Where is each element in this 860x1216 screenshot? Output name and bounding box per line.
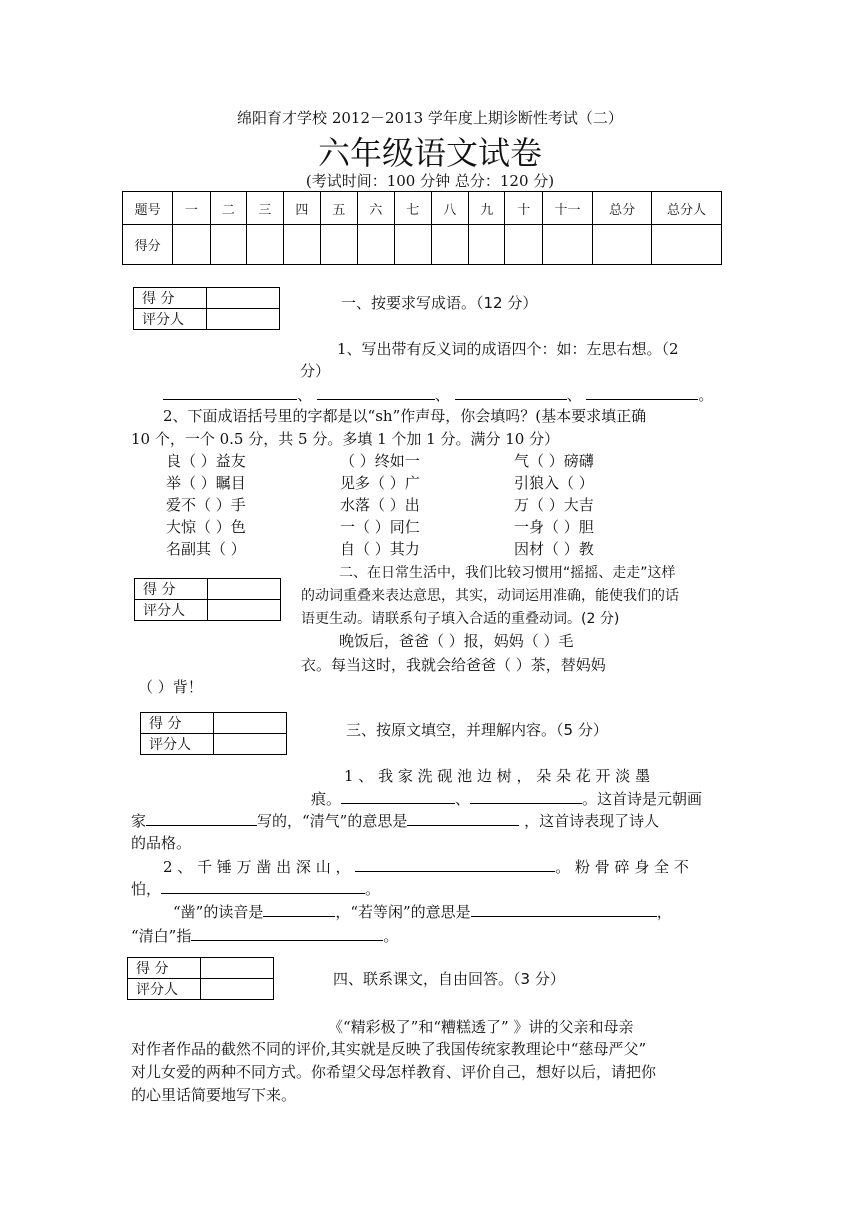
section3-q1-line4: 的品格。	[131, 834, 192, 852]
section3-title: 三、按原文填空，并理解内容。（5 分）	[346, 721, 608, 739]
score-cell[interactable]	[247, 225, 283, 265]
section2-score-box	[134, 578, 281, 621]
mini-grader-label: 评分人	[134, 309, 207, 330]
section1-title: 一、按要求写成语。（12 分）	[341, 294, 538, 312]
score-header-cell: 八	[431, 192, 468, 225]
section3-q1-line2: 痕。 、 。这首诗是元朝画	[311, 790, 703, 808]
section3-q1-line3: 家 写的，“清气”的意思是 ，这首诗表现了诗人	[131, 812, 660, 830]
score-cell[interactable]	[505, 225, 542, 265]
mini-grader-label: 评分人	[135, 600, 208, 621]
answer-blank[interactable]	[471, 902, 657, 917]
answer-blank[interactable]	[341, 789, 455, 804]
score-cell[interactable]	[469, 225, 505, 265]
section3-q2-line2: 怕， 。	[131, 880, 381, 898]
score-cell[interactable]	[210, 225, 246, 265]
section2-title-line1: 二、在日常生活中，我们比较习惯用“摇摇、走走”这样	[339, 565, 676, 581]
idiom-item: 因材（ ）教	[514, 540, 594, 558]
section3-q2-line1: 2 、 千 锤 万 凿 出 深 山 ， 。 粉 骨 碎 身 全 不	[163, 858, 689, 876]
section2-title-line3: 语更生动。请联系句子填入合适的重叠动词。(2 分)	[301, 611, 620, 627]
score-cell[interactable]	[395, 225, 431, 265]
section4-score-box	[127, 957, 274, 1000]
mini-grader-input[interactable]	[207, 309, 280, 330]
score-header-cell: 三	[247, 192, 283, 225]
section4-para-line3: 对儿女爱的两种不同方式。你希望父母怎样教育、评价自己，想好以后，请把你	[131, 1063, 657, 1081]
score-header-cell: 十一	[542, 192, 592, 225]
score-header-cell: 六	[357, 192, 394, 225]
mini-grader-input[interactable]	[208, 600, 281, 621]
school-line: 绵阳育才学校 2012－2013 学年度上期诊断性考试（二）	[237, 109, 623, 127]
answer-blank[interactable]	[355, 857, 555, 872]
score-cell[interactable]	[357, 225, 394, 265]
score-cell[interactable]	[321, 225, 357, 265]
answer-blank[interactable]	[317, 385, 435, 400]
section2-title-line2: 的动词重叠来表达意思，其实，动词运用准确，能使我们的话	[301, 588, 679, 604]
idiom-item: 气（ ）磅礴	[514, 452, 594, 470]
answer-blank[interactable]	[586, 385, 698, 400]
answer-blank[interactable]	[146, 811, 257, 826]
answer-blank[interactable]	[407, 811, 519, 826]
idiom-item: 见多（ ）广	[340, 474, 420, 492]
idiom-item: 大惊（ ）色	[166, 518, 246, 536]
answer-blank[interactable]	[161, 879, 365, 894]
section3-score-box	[140, 712, 287, 755]
answer-blank[interactable]	[191, 926, 383, 941]
section4-para-line1: 《“精彩极了”和“糟糕透了” 》讲的父亲和母亲	[328, 1018, 634, 1036]
section2-sentence-line3: （ ）背！	[138, 678, 203, 696]
idiom-item: 良（ ）益友	[166, 452, 246, 470]
idiom-item: 举（ ）瞩目	[166, 474, 246, 492]
answer-blank[interactable]	[455, 385, 567, 400]
score-cell[interactable]	[173, 225, 210, 265]
mini-score-input[interactable]	[207, 288, 280, 309]
mini-score-input[interactable]	[214, 713, 287, 734]
mini-score-label: 得 分	[128, 958, 201, 979]
score-header-cell: 二	[210, 192, 246, 225]
mini-score-label: 得 分	[141, 713, 214, 734]
mini-grader-label: 评分人	[141, 734, 214, 755]
page-title: 六年级语文试卷	[317, 134, 542, 172]
exam-info: (考试时间：100 分钟 总分：120 分)	[305, 172, 555, 190]
section4-title: 四、联系课文，自由回答。（3 分）	[333, 970, 565, 988]
section1-q2-line1: 2、下面成语括号里的字都是以“sh”作声母，你会填吗？(基本要求填正确	[163, 407, 647, 425]
idiom-item: 名副其（ ）	[166, 540, 246, 558]
answer-blank[interactable]	[263, 902, 335, 917]
score-row-label: 得分	[123, 225, 173, 265]
score-header-cell: 一	[173, 192, 210, 225]
idiom-item: 一（ ）同仁	[340, 518, 420, 536]
idiom-item: 水落（ ）出	[340, 496, 420, 514]
score-header-cell: 总分人	[652, 192, 722, 225]
score-header-cell: 总分	[593, 192, 652, 225]
idiom-item: 自（ ）其力	[340, 540, 420, 558]
idiom-item: 引狼入（ ）	[514, 474, 594, 492]
mini-score-label: 得 分	[135, 579, 208, 600]
score-header-cell: 七	[395, 192, 431, 225]
section1-score-box	[133, 287, 280, 330]
idiom-item: （ ）终如一	[340, 452, 420, 470]
idiom-item: 一身（ ）胆	[514, 518, 594, 536]
score-header-cell: 四	[283, 192, 320, 225]
mini-grader-label: 评分人	[128, 979, 201, 1000]
mini-score-input[interactable]	[208, 579, 281, 600]
section1-q1-line1: 1、写出带有反义词的成语四个：如：左思右想。（2	[337, 340, 679, 358]
section1-q1-answer-line: 、 、 、 。	[163, 384, 713, 405]
score-cell[interactable]	[652, 225, 722, 265]
score-cell[interactable]	[283, 225, 320, 265]
score-header-cell: 九	[469, 192, 505, 225]
score-cell[interactable]	[542, 225, 592, 265]
mini-score-label: 得 分	[134, 288, 207, 309]
section1-q1-line2: 分）	[300, 362, 331, 380]
section4-para-line2: 对作者作品的截然不同的评价,其实就是反映了我国传统家教理论中“慈母严父”	[131, 1040, 647, 1058]
score-header-cell: 五	[321, 192, 357, 225]
section4-para-line4: 的心里话简要地写下来。	[131, 1086, 297, 1104]
idiom-item: 爱不（ ）手	[166, 496, 246, 514]
answer-blank[interactable]	[163, 385, 297, 400]
mini-grader-input[interactable]	[201, 979, 274, 1000]
idiom-item: 万（ ）大吉	[514, 496, 594, 514]
score-header-cell: 题号	[123, 192, 173, 225]
score-table	[122, 191, 722, 265]
section3-q3-line2: “清白”指 。	[131, 927, 399, 945]
score-header-cell: 十	[505, 192, 542, 225]
section2-sentence-line1: 晚饭后，爸爸（ ）报，妈妈（ ）毛	[339, 632, 574, 650]
answer-blank[interactable]	[470, 789, 582, 804]
score-cell[interactable]	[593, 225, 652, 265]
mini-grader-input[interactable]	[214, 734, 287, 755]
score-cell[interactable]	[431, 225, 468, 265]
section2-sentence-line2: 衣。每当这时，我就会给爸爸（ ）茶，替妈妈	[301, 656, 606, 674]
section3-q1-line1: 1 、 我 家 洗 砚 池 边 树 ， 朵 朵 花 开 淡 墨	[344, 767, 651, 785]
mini-score-input[interactable]	[201, 958, 274, 979]
section3-q3-line1: “凿”的读音是 ，“若等闲”的意思是 ，	[173, 903, 672, 921]
section1-q2-line2: 10 个，一个 0.5 分，共 5 分。多填 1 个加 1 分。满分 10 分）	[131, 430, 560, 448]
